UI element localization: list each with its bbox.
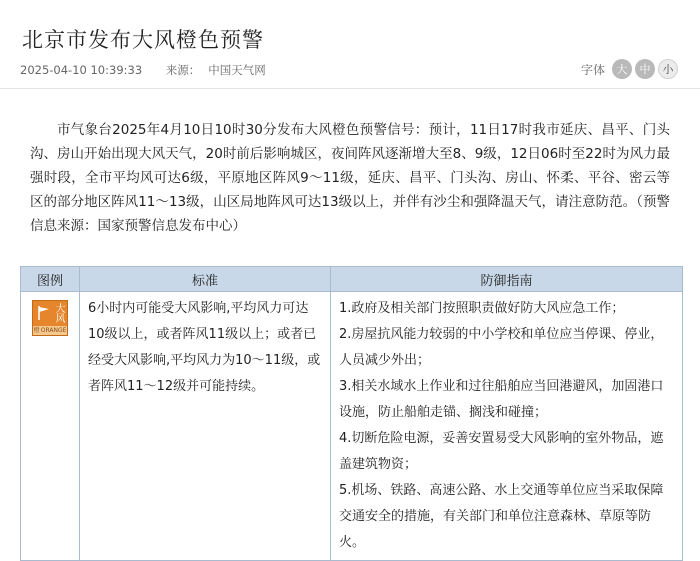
- guide-cell: [331, 292, 683, 561]
- header-standard: 标准: [80, 267, 331, 292]
- publish-datetime: 2025-04-10 10:39:33: [20, 63, 143, 77]
- header-divider: [0, 88, 700, 89]
- font-large-button[interactable]: 大: [612, 59, 632, 79]
- guide-item-3: 3.相关水域水上作业和过往船舶应当回港避风，加固港口设施，防止船舶走锚、搁浅和碰撞；: [339, 379, 664, 420]
- source-label: 来源：: [165, 63, 201, 77]
- warning-icon-level-en: ORANGE: [40, 327, 67, 334]
- font-size-label: 字体: [580, 62, 605, 77]
- wind-flag-glyph: [37, 305, 51, 321]
- wind-orange-warning-icon: [32, 300, 68, 336]
- page-title: 北京市发布大风橙色预警: [22, 28, 264, 53]
- guide-item-5: 5.机场、铁路、高速公路、水上交通等单位应当采取保障交通安全的措施，有关部门和单位注意森林、草原等防火。: [339, 483, 664, 550]
- guide-item-2: 2.房屋抗风能力较弱的中小学校和单位应当停课、停业，人员减少外出；: [339, 327, 664, 368]
- warning-guide-table: [20, 266, 683, 561]
- source-name: 中国天气网: [208, 63, 266, 77]
- table-header-row: [21, 267, 683, 292]
- legend-cell: [21, 292, 80, 561]
- header-guide: 防御指南: [331, 267, 683, 292]
- font-medium-button[interactable]: 中: [635, 59, 655, 79]
- article-meta: [20, 62, 286, 78]
- warning-icon-text: 大风: [53, 303, 64, 323]
- header-legend: 图例: [21, 267, 80, 292]
- font-size-control: [581, 59, 678, 79]
- guide-item-1: 1.政府及相关部门按照职责做好防大风应急工作；: [339, 301, 625, 316]
- table-row: [21, 292, 683, 561]
- source-line: [166, 63, 266, 77]
- warning-icon-level: 橙: [33, 327, 40, 334]
- article-body: 市气象台2025年4月10日10时30分发布大风橙色预警信号：预计，11日17时我市延庆、昌平、门头沟、房山开始出现大风天气，20时前后影响城区，夜间阵风逐渐增大至8、9级，12日06时至22时为风力最强时段，全市平均风可达6级，平原地区阵风9～11级，延庆、昌平、门头沟、房山、怀柔、平谷、密云等区的部分地区阵风11～13级，山区局地阵风可达13级以上，并伴有沙尘和强降温天气，请注意防范。（预警信息来源：国家预警信息发布中心）: [30, 122, 670, 234]
- font-small-button[interactable]: 小: [658, 59, 678, 79]
- standard-cell: 6小时内可能受大风影响,平均风力可达10级以上，或者阵风11级以上；或者已经受大风影响,平均风力为10～11级，或者阵风11～12级并可能持续。: [80, 292, 331, 561]
- guide-item-4: 4.切断危险电源，妥善安置易受大风影响的室外物品，遮盖建筑物资；: [339, 431, 664, 472]
